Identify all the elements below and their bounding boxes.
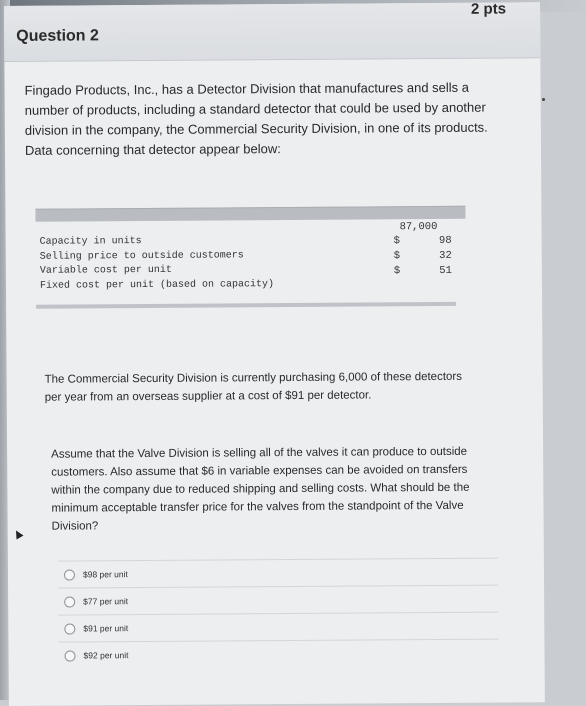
purchase-info-text: The Commercial Security Division is currently purchasing 6,000 of these detectors per year from an overseas supplier at a cost of $91 per detector. <box>44 370 463 404</box>
answer-label: $77 per unit <box>83 596 129 607</box>
answer-label: $98 per unit <box>82 569 128 580</box>
table-label: Capacity in units <box>39 236 142 248</box>
detector-data-table <box>35 206 456 313</box>
points-label: 2 pts <box>470 0 507 18</box>
question-header <box>4 2 540 62</box>
table-currency: $ <box>393 235 401 248</box>
table-bottom-rule <box>36 302 456 309</box>
radio-button[interactable] <box>64 650 75 661</box>
question-intro: Fingado Products, Inc., has a Detector Division that manufactures and sells a number of products, including a standard detector that could be used by another division in the company, the Commercial Security Division, in one of its products. Data concerning that detector appear below: <box>24 79 488 158</box>
question-card <box>4 2 545 706</box>
question-title: Question 2 <box>16 27 99 45</box>
radio-button[interactable] <box>64 623 75 634</box>
table-currency-column <box>394 234 401 279</box>
stray-dot <box>542 98 545 101</box>
question-body <box>24 78 506 661</box>
radio-button[interactable] <box>64 569 75 580</box>
answer-label: $92 per unit <box>83 650 129 661</box>
table-top-rule <box>35 206 465 222</box>
table-value: 51 <box>439 264 452 277</box>
table-value-capacity: 87,000 <box>399 220 438 234</box>
answer-option[interactable] <box>58 585 498 615</box>
answer-option[interactable] <box>58 639 498 669</box>
table-value: 32 <box>439 249 452 262</box>
table-label: Variable cost per unit <box>39 264 172 277</box>
table-currency: $ <box>393 265 401 278</box>
table-label: Selling price to outside customers <box>39 249 244 263</box>
table-label: Fixed cost per unit (based on capacity) <box>39 278 275 292</box>
answer-option[interactable] <box>58 612 498 642</box>
answer-label: $91 per unit <box>83 623 129 634</box>
table-currency: $ <box>393 250 401 263</box>
table-values-column <box>424 234 452 279</box>
question-prompt: Assume that the Valve Division is selling all of the valves it can produce to outside customers. Also assume that $6 in variable expenses can be avoided on transfers within the company due to reduced shipping and selling costs. What should be the minimum acceptable transfer price for the valves from the standpoint of the Valve Division? <box>51 445 470 533</box>
table-value: 98 <box>438 234 452 247</box>
table-labels <box>40 234 274 294</box>
answer-option[interactable] <box>58 558 498 588</box>
radio-button[interactable] <box>64 596 75 607</box>
answer-list <box>58 558 499 669</box>
